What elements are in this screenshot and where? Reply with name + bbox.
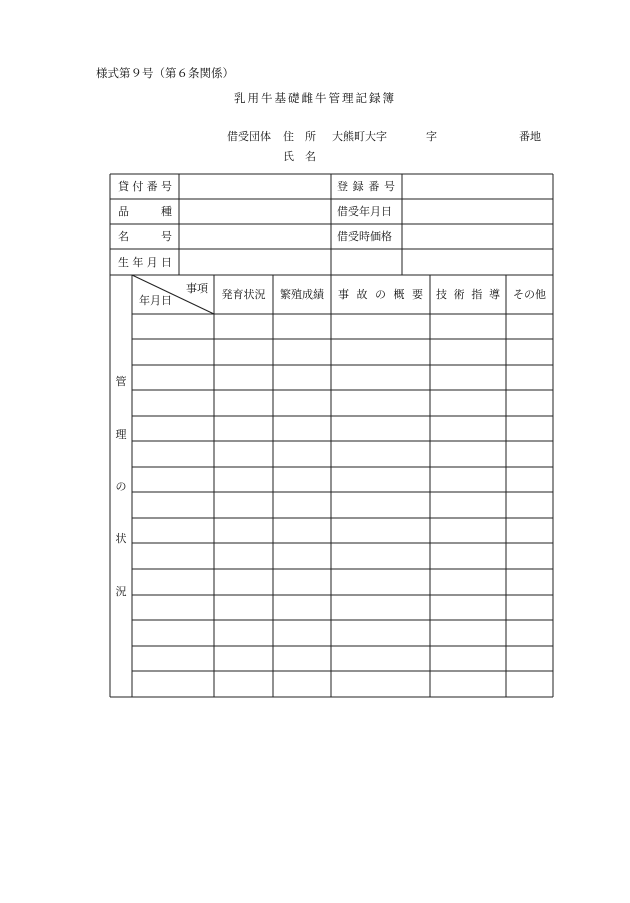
char: 号: [160, 180, 172, 193]
column-breeding: 繁殖成績: [280, 288, 324, 301]
char: 番: [368, 180, 380, 193]
side-label-char: 況: [115, 585, 127, 598]
breed-value[interactable]: [180, 200, 330, 223]
registration-number-value[interactable]: [403, 175, 552, 198]
registration-number-label: [337, 174, 395, 199]
char: 録: [352, 180, 364, 193]
char: 付: [132, 180, 144, 193]
column-other: その他: [513, 288, 546, 301]
form-reference: 様式第９号（第６条関係）: [96, 66, 234, 80]
loan-number-label: [118, 174, 172, 199]
breed-label: [118, 199, 172, 224]
char: 号: [383, 180, 395, 193]
side-label-char: 状: [115, 532, 127, 545]
char: 技: [436, 288, 447, 301]
borrower-group-label: 借受団体: [227, 130, 271, 143]
diag-header-date: 年月日: [139, 294, 172, 307]
borrow-price-value[interactable]: [403, 225, 552, 248]
side-label-char: 理: [115, 428, 127, 441]
loan-number-value[interactable]: [180, 175, 330, 198]
banchi-label: 番地: [519, 130, 541, 143]
address-label: 住 所: [283, 130, 316, 143]
char: 日: [160, 255, 172, 269]
char: 番: [146, 180, 158, 193]
char: 要: [412, 288, 423, 301]
diag-header-item: 事項: [186, 282, 208, 295]
name-label: 氏 名: [283, 150, 316, 163]
side-label-char: 管: [115, 375, 127, 388]
birth-date-value[interactable]: [180, 250, 330, 274]
char: 概: [393, 288, 405, 301]
column-guidance: [436, 275, 500, 314]
address-value: 大熊町大字: [332, 130, 387, 143]
name-number-value[interactable]: [180, 225, 330, 248]
char: 年: [132, 255, 144, 269]
char: 品: [118, 205, 129, 218]
char: 登: [337, 180, 348, 193]
birth-date-label: [118, 249, 172, 275]
column-growth: 発育状況: [221, 288, 266, 301]
column-accident: [338, 275, 423, 314]
borrow-price-label: 借受時価格: [337, 230, 392, 243]
name-number-label: [118, 224, 172, 249]
char: 術: [453, 288, 465, 301]
char: 導: [488, 288, 500, 301]
char: 貸: [118, 180, 129, 193]
char: 名: [118, 230, 129, 243]
char: 事: [338, 288, 349, 301]
char: 生: [118, 255, 129, 269]
side-label-char: の: [115, 480, 127, 493]
char: 故: [356, 288, 368, 301]
char: 種: [161, 205, 172, 218]
document-title: 乳用牛基礎雌牛管理記録簿: [234, 91, 396, 105]
borrow-date-value[interactable]: [403, 200, 552, 223]
char: 月: [146, 255, 158, 269]
aza-label: 字: [426, 130, 437, 143]
char: の: [375, 288, 386, 301]
char: 指: [471, 288, 483, 301]
borrow-date-label: 借受年月日: [337, 205, 392, 218]
char: 号: [161, 230, 172, 243]
